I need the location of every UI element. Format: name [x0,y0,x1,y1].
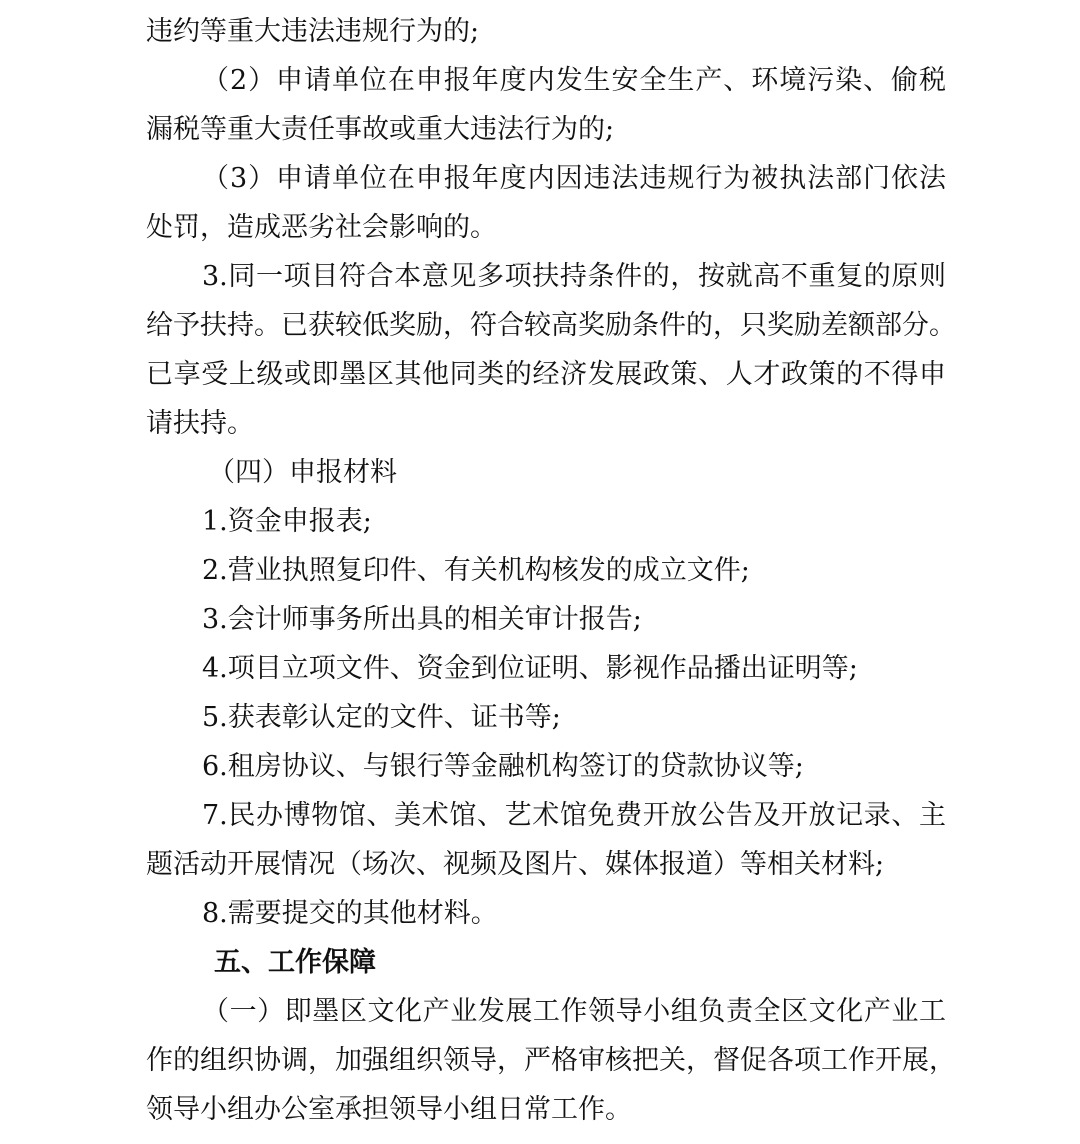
list-item: 5.获表彰认定的文件、证书等; [202,702,561,733]
text-line: 作的组织协调，加强组织领导，严格审核把关，督促各项工作开展， [146,1045,956,1076]
text-line: 领导小组办公室承担领导小组日常工作。 [146,1094,632,1125]
section-subheading: （四）申报材料 [208,457,397,488]
text-line: 3.同一项目符合本意见多项扶持条件的，按就高不重复的原则 [202,261,946,292]
text-line: 题活动开展情况（场次、视频及图片、媒体报道）等相关材料; [146,849,885,880]
list-item: 8.需要提交的其他材料。 [202,898,498,929]
list-item: 4.项目立项文件、资金到位证明、影视作品播出证明等; [202,653,858,684]
list-item: 1.资金申报表; [202,506,372,537]
text-line: 处罚，造成恶劣社会影响的。 [146,212,497,243]
text-line: （3）申请单位在申报年度内因违法违规行为被执法部门依法 [202,163,946,194]
text-line: 漏税等重大责任事故或重大违法行为的; [146,114,615,145]
text-line: （一）即墨区文化产业发展工作领导小组负责全区文化产业工 [202,996,946,1027]
section-heading: 五、工作保障 [214,947,376,978]
list-item: 3.会计师事务所出具的相关审计报告; [202,604,642,635]
list-item: 7.民办博物馆、美术馆、艺术馆免费开放公告及开放记录、主 [202,800,946,831]
text-line: 已享受上级或即墨区其他同类的经济发展政策、人才政策的不得申 [146,359,946,390]
text-line: 请扶持。 [146,408,254,439]
text-line: 违约等重大违法违规行为的; [146,16,480,47]
list-item: 6.租房协议、与银行等金融机构签订的贷款协议等; [202,751,804,782]
text-line: （2）申请单位在申报年度内发生安全生产、环境污染、偷税 [202,65,946,96]
text-line: 给予扶持。已获较低奖励，符合较高奖励条件的，只奖励差额部分。 [146,310,956,341]
list-item: 2.营业执照复印件、有关机构核发的成立文件; [202,555,750,586]
